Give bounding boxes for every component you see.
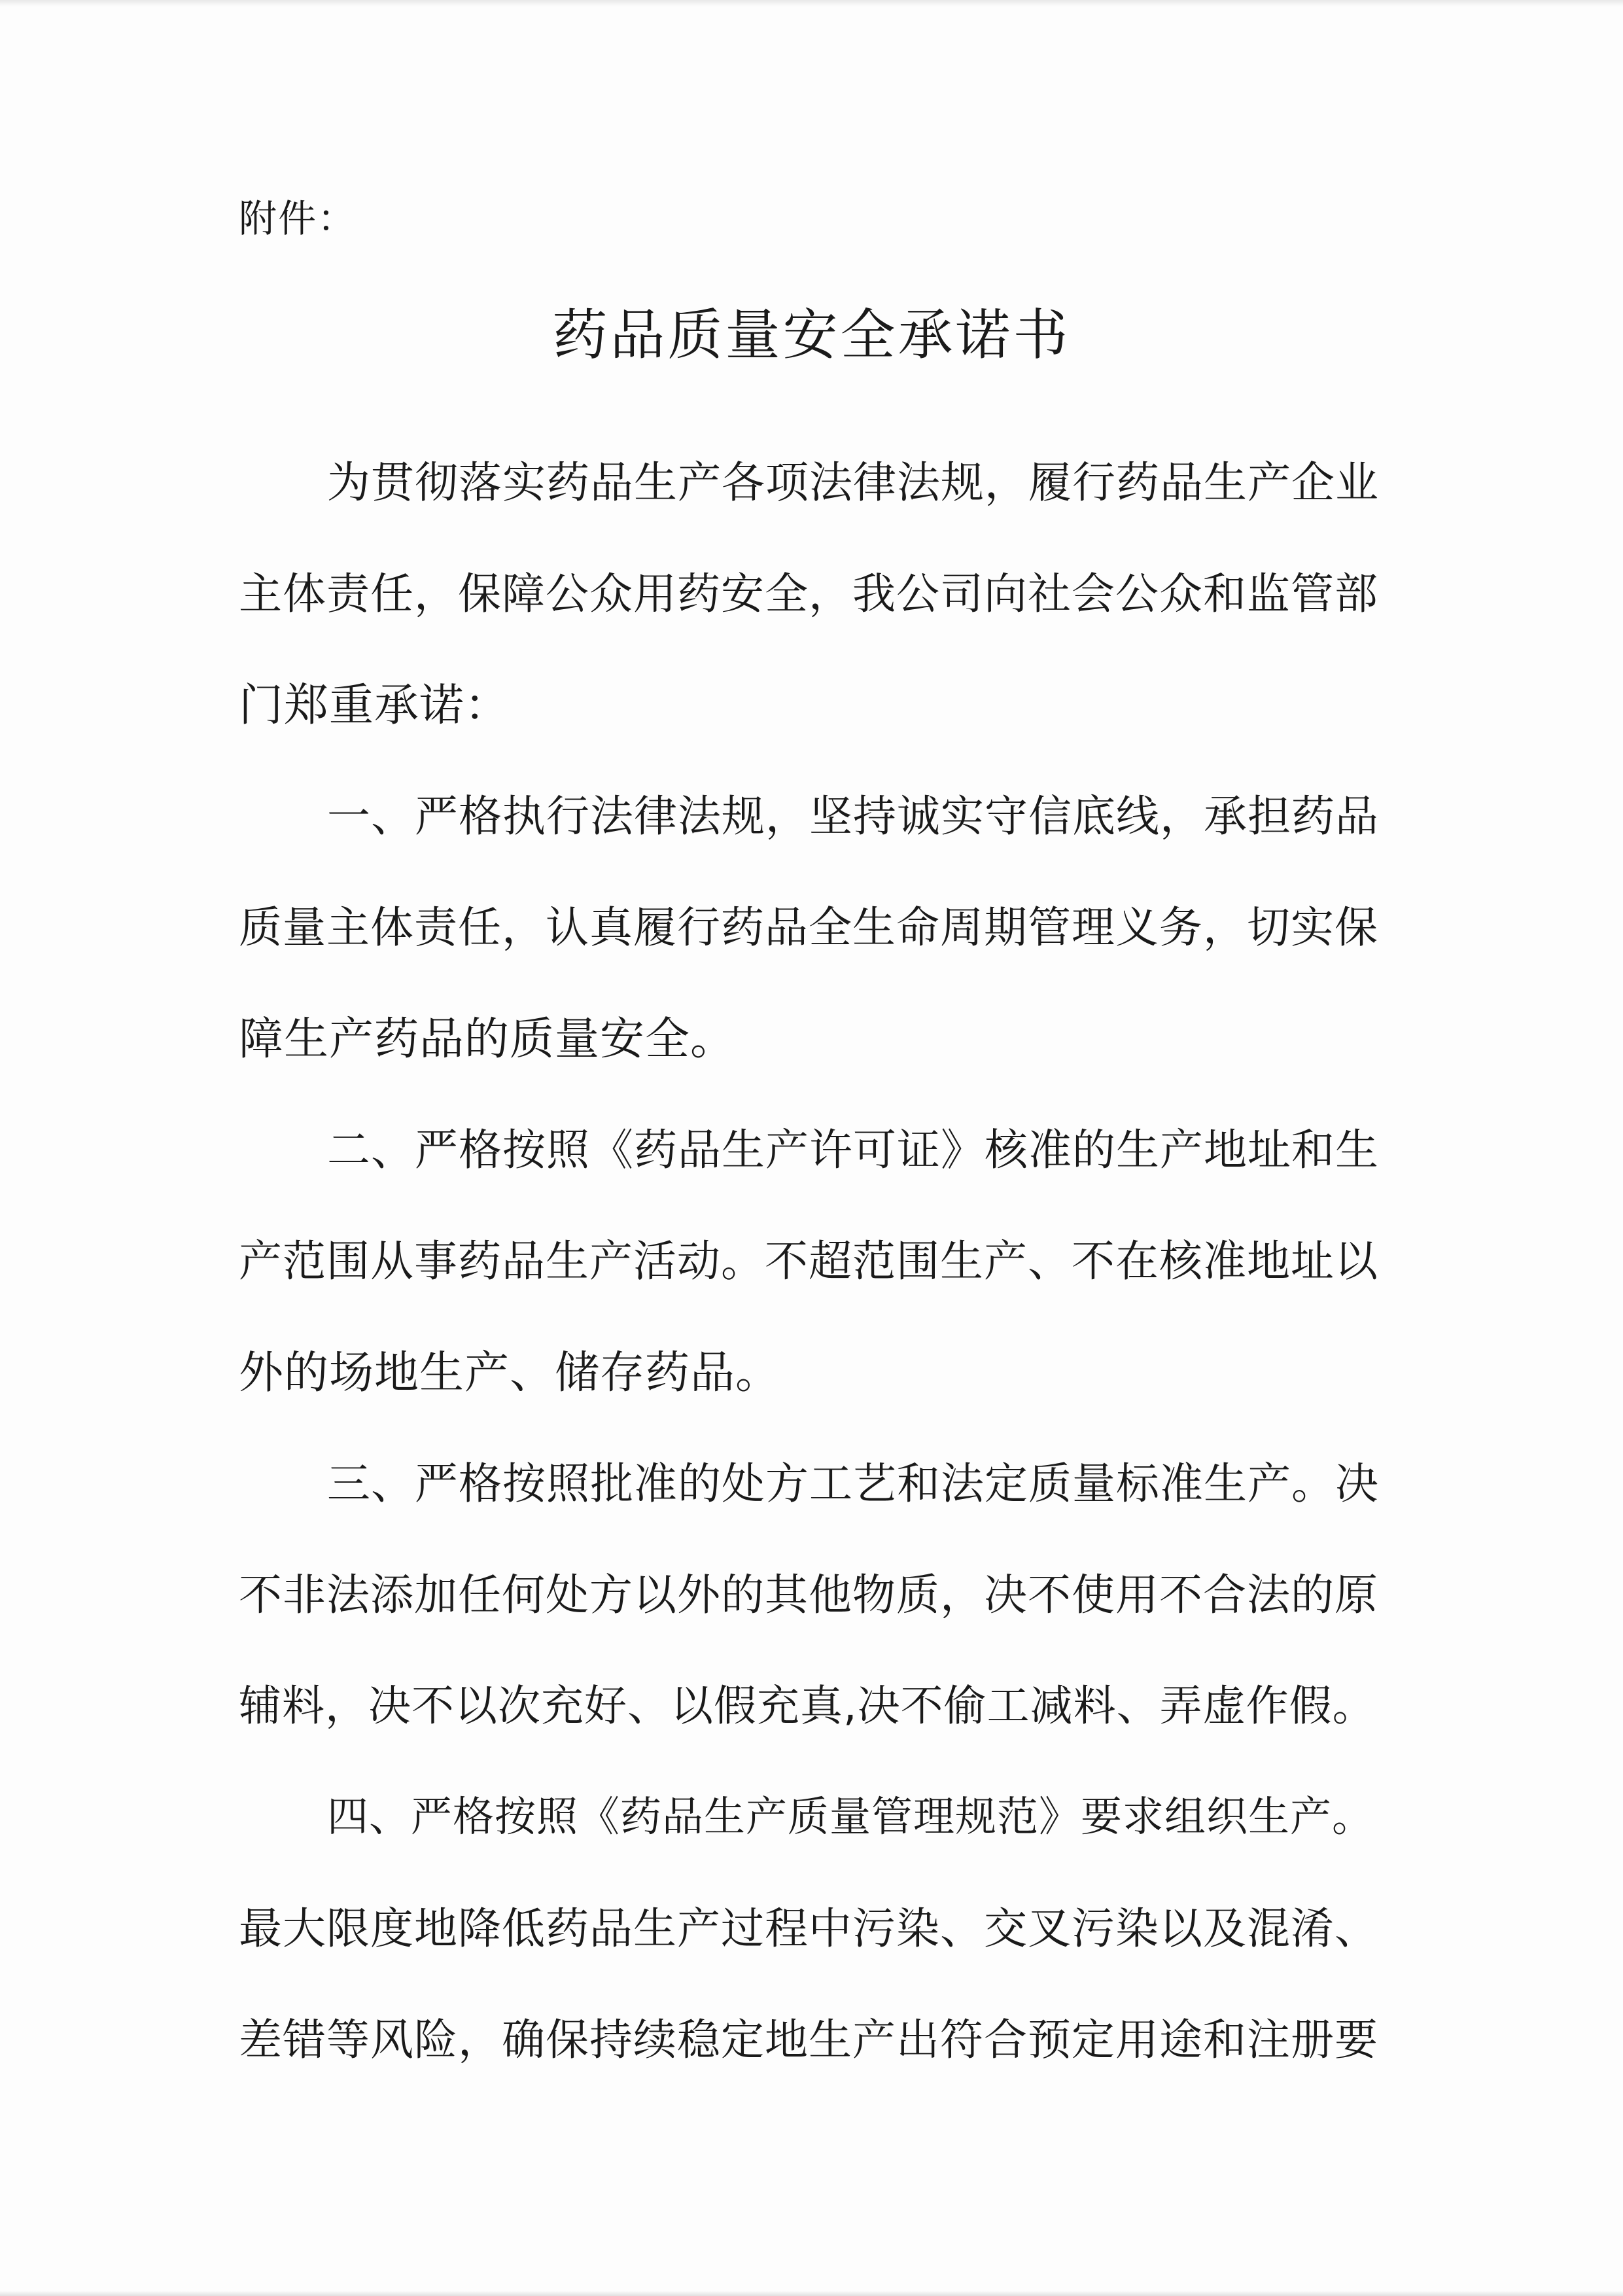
attachment-label: 附件： xyxy=(239,196,357,241)
paragraph-line: 质量主体责任，认真履行药品全生命周期管理义务，切实保 xyxy=(239,902,1378,953)
paragraph-line: 主体责任，保障公众用药安全，我公司向社会公众和监管部 xyxy=(239,569,1378,619)
paragraph-line: 障生产药品的质量安全。 xyxy=(239,1014,736,1065)
paragraph-line: 不非法添加任何处方以外的其他物质，决不使用不合法的原 xyxy=(239,1570,1378,1620)
paragraph-line: 一、严格执行法律法规，坚持诚实守信底线，承担药品 xyxy=(327,791,1379,841)
paragraph-line: 三、严格按照批准的处方工艺和法定质量标准生产。决 xyxy=(327,1458,1379,1509)
paragraph-line: 辅料，决不以次充好、以假充真,决不偷工减料、弄虚作假。 xyxy=(239,1682,1376,1731)
scan-edge-top xyxy=(0,0,1623,7)
paragraph-line: 产范围从事药品生产活动。不超范围生产、不在核准地址以 xyxy=(239,1236,1378,1286)
paragraph-line: 门郑重承诺： xyxy=(239,680,510,732)
scan-edge-bottom xyxy=(0,2291,1623,2296)
paragraph-line: 四、严格按照《药品生产质量管理规范》要求组织生产。 xyxy=(327,1793,1374,1841)
document-title: 药品质量安全承诺书 xyxy=(552,303,1071,367)
paragraph-line: 二、严格按照《药品生产许可证》核准的生产地址和生 xyxy=(327,1125,1379,1175)
paragraph-line: 最大限度地降低药品生产过程中污染、交叉污染以及混淆、 xyxy=(239,1903,1378,1954)
paragraph-line: 外的场地生产、储存药品。 xyxy=(239,1347,781,1399)
paragraph-line: 差错等风险，确保持续稳定地生产出符合预定用途和注册要 xyxy=(239,2015,1378,2065)
paragraph-line: 为贯彻落实药品生产各项法律法规，履行药品生产企业 xyxy=(327,457,1379,508)
